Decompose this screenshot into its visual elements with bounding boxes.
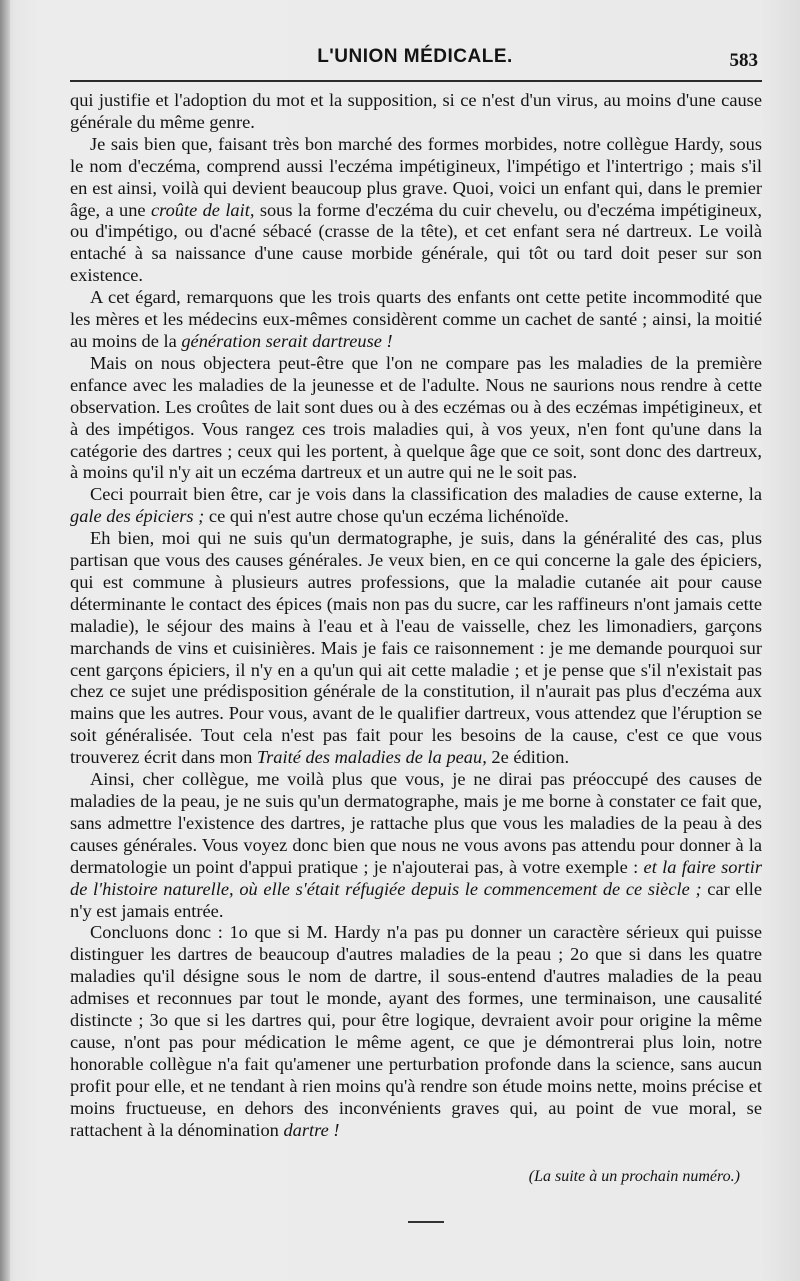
paragraph-8-emphasis: dartre ! xyxy=(283,1119,340,1140)
paragraph-2-emphasis: croûte de lait, xyxy=(150,199,255,220)
paragraph-6-text-a: Eh bien, moi qui ne suis qu'un dermatographe, je suis, dans la généralité des cas, plus partisan que vous des causes générales. Je veux bien, en ce qui concerne la gale des épiciers, qui est commune à plusieurs autres professions, que la maladie cutanée ait pour cause déterminante le contact des épices (mais non pas du sucre, car les raffineurs n'ont jamais cette maladie), le séjour des mains à l'eau et à l'eau de vaisselle, chez les limonadiers, garçons marchands de vins et cuisinières. Mais je fais ce raisonnement : je me demande pourquoi sur cent garçons épiciers, il n'y en a qu'un qui ait cette maladie ; et je pense que s'il n'existait pas chez ce sujet une prédisposition générale de la constitution, il n'aurait pas plus d'eczéma aux mains que les autres. Pour vous, avant de le qualifier dartreux, vous attendez que l'éruption se soit généralisée. Tout cela n'est pas fait pour les besoins de la cause, c'est ce que vous trouverez écrit dans mon xyxy=(70,528,762,768)
page-binding-edge xyxy=(0,0,10,1281)
page-number: 583 xyxy=(729,50,758,71)
article-body xyxy=(70,90,762,1142)
paragraph-5-emphasis: gale des épiciers ; xyxy=(70,506,205,527)
paragraph-8-text-a: Concluons donc : 1o que si M. Hardy n'a pas pu donner un caractère sérieux qui puisse distinguer les dartres de beaucoup d'autres maladies de la peau ; 2o que si dans les quatre maladies qu'il désigne sous le nom de dartre, il sous-entend d'autres maladies de la peau admises et reconnues par tout le monde, ayant des formes, une terminaison, une causalité distincte ; 3o que si les dartres qui, pour être logique, devraient avoir pour origine la même cause, n'ont pas pour médication le même agent, ce que je démontrerai plus loin, notre honorable collègue n'a fait qu'amener une perturbation profonde dans la science, sans aucun profit pour elle, et ne tendant à rien moins qu'à rendre son étude moins nette, moins précise et moins fructueuse, en dehors des inconvénients graves qui, au point de vue moral, se rattachent à la dénomination xyxy=(70,922,762,1140)
paragraph-6-emphasis: Traité des maladies de la peau, xyxy=(256,747,487,768)
paragraph-8 xyxy=(70,922,762,1141)
paragraph-3 xyxy=(70,287,762,353)
footer-rule xyxy=(408,1221,444,1223)
paragraph-2-text-a: Je sais bien que, faisant très bon marché des formes morbides, notre collègue Hardy, sous le nom d'eczéma, comprend aussi l'eczéma impétigineux, l'impétigo et l'intertrigo ; mais s'il en est ainsi, voilà qui devient beaucoup plus grave. Quoi, voici un enfant qui, dans le premier âge, a une xyxy=(70,133,762,220)
paragraph-3-emphasis: génération serait dartreuse ! xyxy=(181,330,393,351)
paragraph-7 xyxy=(70,769,762,922)
paragraph-6-text-b: 2e édition. xyxy=(491,747,570,768)
paragraph-5-text-b: ce qui n'est autre chose qu'un eczéma lichénoïde. xyxy=(208,506,569,527)
paragraph-5 xyxy=(70,484,762,528)
page-header xyxy=(70,46,760,76)
paragraph-7-text-a: Ainsi, cher collègue, me voilà plus que vous, je ne dirai pas préoccupé des causes de maladies de la peau, je ne suis qu'un dermatographe, mais je me borne à constater ce fait que, sans admettre l'existence des dartres, je rattache plus que vous les maladies de la peau à des causes générales. Vous voyez donc bien que nous ne vous avons pas attendu pour donner à la dermatologie un point d'appui pratique ; je n'ajouterai pas, à votre exemple : xyxy=(70,769,762,877)
continuation-note: (La suite à un prochain numéro.) xyxy=(528,1168,740,1185)
header-rule xyxy=(70,80,762,82)
paragraph-5-text-a: Ceci pourrait bien être, car je vois dans la classification des maladies de cause externe, la xyxy=(90,484,762,505)
paragraph-4-text: Mais on nous objectera peut-être que l'on ne compare pas les maladies de la première enfance avec les maladies de la jeunesse et de l'adulte. Nous ne saurions nous rendre à cette observation. Les croûtes de lait sont dues ou à des eczémas ou à des eczémas impétigineux, et à des impétigos. Vous rangez ces trois maladies qui, à vos yeux, n'en font qu'une dans la catégorie des dartres ; ceux qui les portent, à quelque âge que ce soit, sont donc des dartreux, à moins qu'il n'y ait un eczéma dartreux et un autre qui ne le soit pas. xyxy=(70,352,762,483)
paragraph-7-text-b: car elle n'y est jamais entrée. xyxy=(70,878,762,921)
paragraph-2 xyxy=(70,134,762,287)
paragraph-7-emphasis: et la faire sortir de l'histoire naturelle, où elle s'était réfugiée depuis le commencement de ce siècle ; xyxy=(70,856,762,899)
paragraph-1 xyxy=(70,90,762,134)
paragraph-2-text-b: sous la forme d'eczéma du cuir chevelu, ou d'eczéma impétigineux, ou d'impétigo, ou d'acné sébacé (crasse de la tête), et cet enfant sera né dartreux. Le voilà entaché à sa naissance d'une cause morbide générale, qui tôt ou tard doit peser sur son existence. xyxy=(70,199,762,286)
paragraph-3-text-a: A cet égard, remarquons que les trois quarts des enfants ont cette petite incommodité que les mères et les médecins eux-mêmes considèrent comme un cachet de santé ; ainsi, la moitié au moins de la xyxy=(70,287,762,351)
paragraph-4 xyxy=(70,353,762,484)
paragraph-1-text: qui justifie et l'adoption du mot et la supposition, si ce n'est d'un virus, au moins d'une cause générale du même genre. xyxy=(70,90,762,132)
paragraph-6 xyxy=(70,528,762,769)
running-title: L'UNION MÉDICALE. xyxy=(317,46,513,67)
